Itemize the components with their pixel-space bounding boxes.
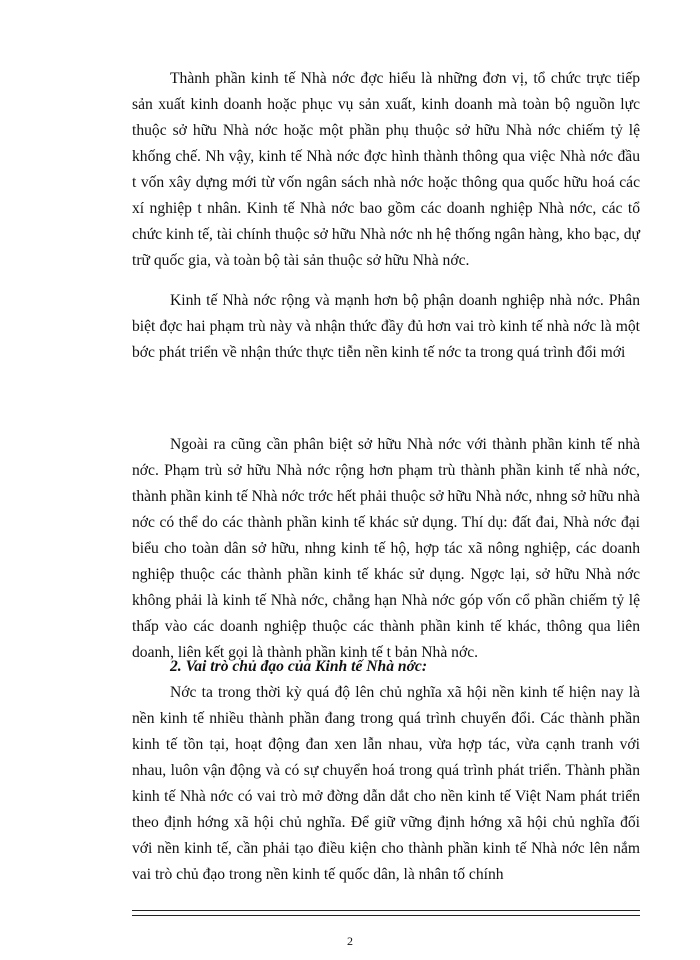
footer-double-rule [132,910,640,916]
section-heading: 2. Vai trò chủ đạo của Kinh tế Nhà nớc: [170,658,428,675]
page-number: 2 [347,934,353,948]
paragraph-state-economy-scope: Kinh tế Nhà nớc rộng và mạnh hơn bộ phận doanh nghiệp nhà nớc. Phân biệt đợc hai phạm trù này và nhận thức đầy đủ hơn vai trò kinh tế nhà nớc là một bớc phát triển về nhận thức thực tiễn nền kinh tế nớc ta trong quá trình đổi mới [132,292,640,361]
paragraph-leading-role: Nớc ta trong thời kỳ quá độ lên chủ nghĩa xã hội nền kinh tế hiện nay là nền kinh tế nhiều thành phần đang trong quá trình chuyển đổi. Các thành phần kinh tế tồn tại, hoạt động đan xen lẫn nhau, vừa hợp tác, vừa cạnh tranh với nhau, luôn vận động và có sự chuyển hoá trong quá trình phát triển. Thành phần kinh tế Nhà nớc có vai trò mở đờng dẫn dắt cho nền kinh tế Việt Nam phát triển theo định hớng xã hội chủ nghĩa. Để giữ vững định hớng xã hội chủ nghĩa đối với nền kinh tế, cần phải tạo điều kiện cho thành phần kinh tế Nhà nớc lên nắm vai trò chủ đạo trong nền kinh tế quốc dân, là nhân tố chính [132,684,640,883]
paragraph-state-economy-definition: Thành phần kinh tế Nhà nớc đợc hiểu là những đơn vị, tổ chức trực tiếp sản xuất kinh doanh hoặc phục vụ sản xuất, kinh doanh mà toàn bộ nguồn lực thuộc sở hữu Nhà nớc hoặc một phần phụ thuộc sở hữu Nhà nớc chiếm tỷ lệ khống chế. Nh vậy, kinh tế Nhà nớc đợc hình thành thông qua việc Nhà nớc đầu t vốn xây dựng mới từ vốn ngân sách nhà nớc hoặc thông qua quốc hữu hoá các xí nghiệp t nhân. Kinh tế Nhà nớc bao gồm các doanh nghiệp Nhà nớc, các tổ chức kinh tế, tài chính thuộc sở hữu Nhà nớc nh hệ thống ngân hàng, kho bạc, dự trữ quốc gia, và toàn bộ tài sản thuộc sở hữu Nhà nớc. [132,70,640,269]
paragraph-state-ownership-distinction: Ngoài ra cũng cần phân biệt sở hữu Nhà nớc với thành phần kinh tế nhà nớc. Phạm trù sở hữu Nhà nớc rộng hơn phạm trù thành phần kinh tế nhà nớc, thành phần kinh tế Nhà nớc trớc hết phải thuộc sở hữu Nhà nớc, nhng sở hữu nhà nớc có thể do các thành phần kinh tế khác sử dụng. Thí dụ: đất đai, Nhà nớc đại biểu cho toàn dân sở hữu, nhng kinh tế hộ, hợp tác xã nông nghiệp, các doanh nghiệp thuộc các thành phần kinh tế khác sử dụng. Ngợc lại, sở hữu Nhà nớc không phải là kinh tế Nhà nớc, chẳng hạn Nhà nớc góp vốn cổ phần chiếm tỷ lệ thấp vào các doanh nghiệp thuộc các thành phần kinh tế khác, thông qua liên doanh, liên kết gọi là thành phần kinh tế t bản Nhà nớc. [132,436,640,661]
